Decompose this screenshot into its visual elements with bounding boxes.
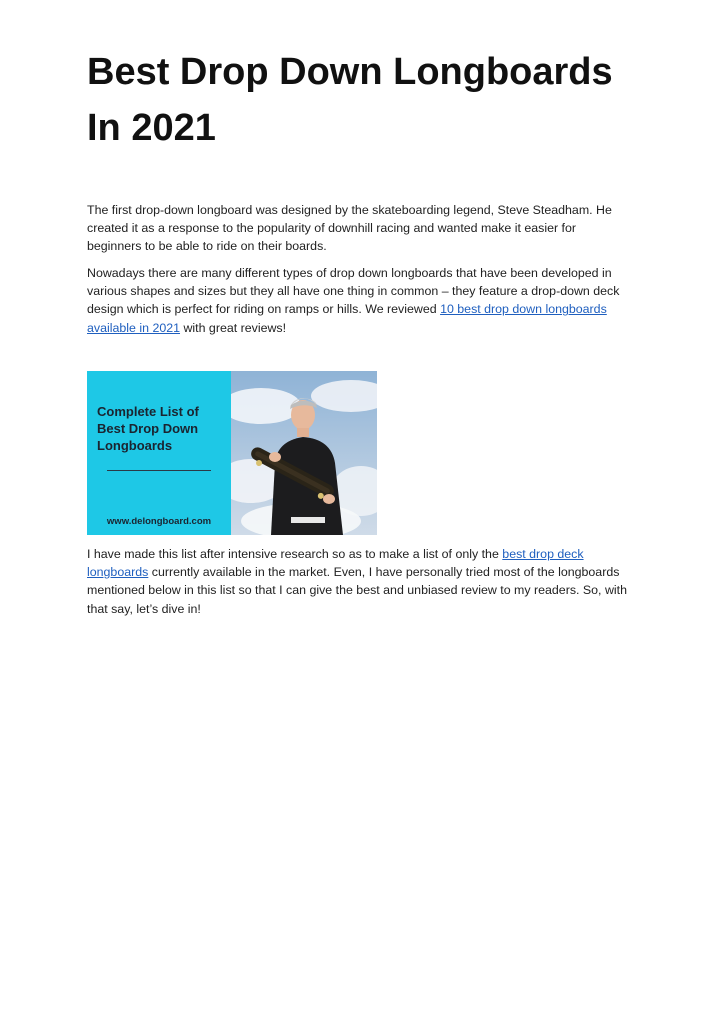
best-longboards-link[interactable]: 10 best drop down longboards available in 2021 <box>87 302 607 335</box>
hero-image <box>87 371 377 535</box>
promo-heading: Complete List of Best Drop Down Longboards <box>97 404 199 453</box>
skater-photo <box>231 371 377 535</box>
research-text-end: currently available in the market. Even, I have personally tried most of the longboards mentioned below in this list so that I can give the best and unbiased review to my readers. So, with that say, let’s dive in! <box>87 565 627 616</box>
page-title: Best Drop Down Longboards In 2021 <box>87 51 613 149</box>
overview-text-end: with great reviews! <box>180 320 287 335</box>
overview-paragraph <box>87 264 632 337</box>
promo-banner <box>87 371 231 535</box>
research-text-start: I have made this list after intensive research so as to make a list of only the <box>87 547 503 561</box>
drop-deck-longboards-link[interactable]: best drop deck longboards <box>87 547 584 580</box>
promo-divider <box>107 470 211 471</box>
overview-text-start: Nowadays there are many different types of drop down longboards that have been developed in various shapes and sizes but they all have one thing in common – they feature a drop-down deck design which is perfect for riding on ramps or hills. We reviewed <box>87 266 620 317</box>
intro-paragraph: The first drop-down longboard was designed by the skateboarding legend, Steve Steadham. He created it as a response to the popularity of downhill racing and wanted make it easier for beginners to be able to ride on their boards. <box>87 203 612 254</box>
research-paragraph <box>87 545 632 618</box>
promo-url: www.delongboard.com <box>106 516 212 527</box>
